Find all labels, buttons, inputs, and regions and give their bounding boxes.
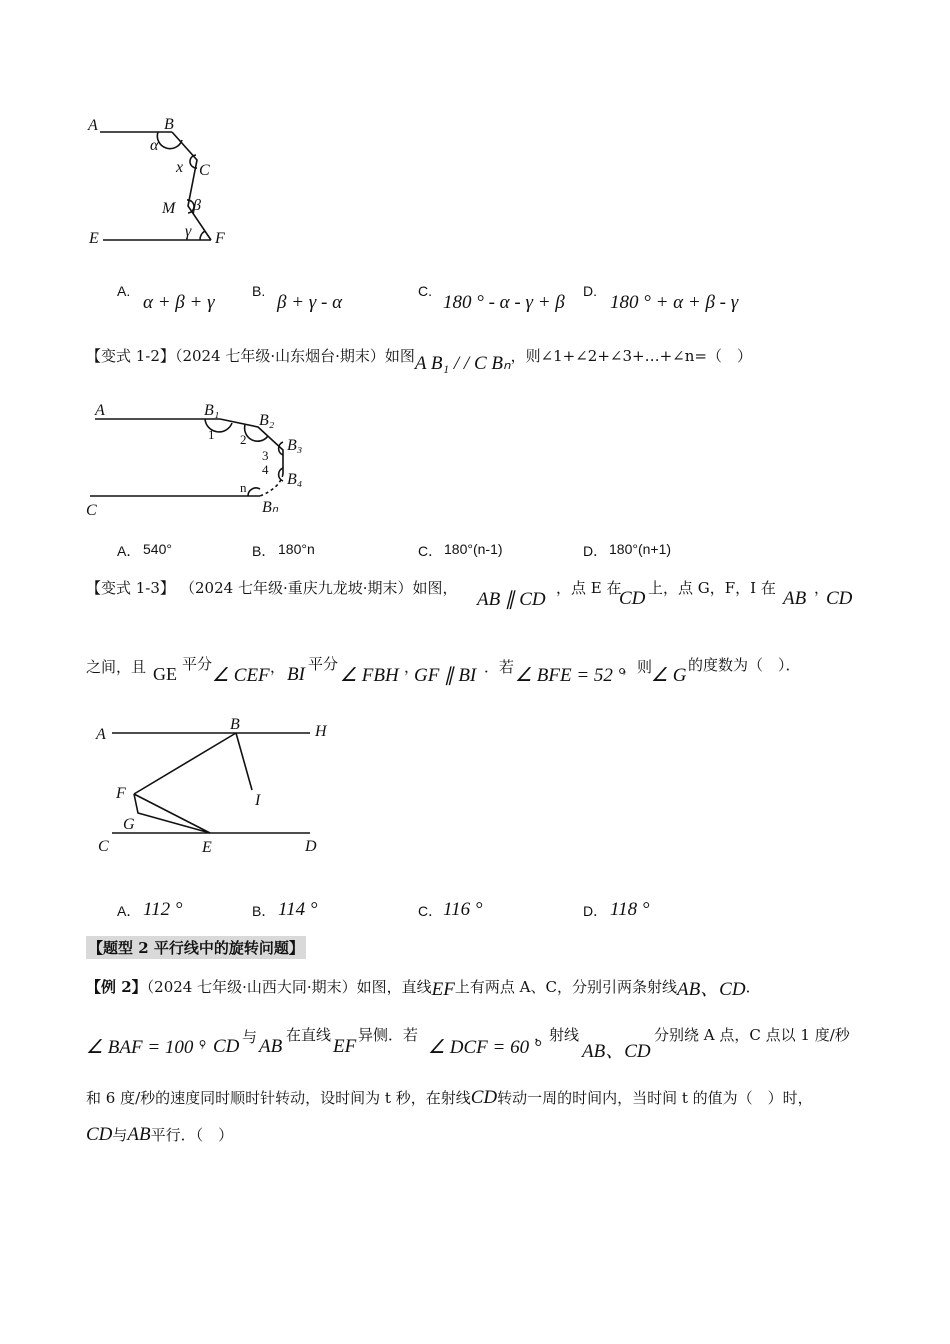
label-x: x [176, 159, 184, 176]
label-m: M [162, 200, 176, 217]
section-heading: 【题型 2 平行线中的旋转问题】 [86, 936, 306, 959]
option-a-value: α + β + γ [143, 292, 215, 313]
label-f: F [116, 785, 126, 802]
label-d: D [305, 838, 317, 855]
figure-polyline-parallel [80, 392, 320, 522]
label-alpha: α [150, 137, 159, 154]
figure-zigzag-parallel [80, 110, 250, 255]
option-d-key[interactable]: D． [583, 543, 608, 559]
label-a: A [96, 726, 106, 743]
label-e: E [202, 839, 212, 856]
label-e: E [89, 230, 99, 247]
figure-bisector [90, 712, 340, 862]
option-d-value: 180 ° + α + β - γ [610, 292, 739, 313]
label-b1: B₁ [204, 402, 220, 419]
document-page: A B C M E F α x β γ A. α + β + γ B. β + γ - α C. 180 ° - α - γ + β D. 180 ° + α + β - γ 【变式 1-2】（2024 七年级·山东烟台·期末）如图A B₁ / / C Bₙ，则∠1+∠2+∠3+…+∠n=（ ） A B₁ B₂ B₃ B₄ Bₙ C 1 2 3 4 n A． 540° B． 180°n C． 180°(n-1) D． 180°(n+1) 【变式 1-3】 （2024 七年级·重庆九龙坡·期末）如图， AB ∥ CD ，点 E 在 CD 上，点 G，F，I 在 AB ， CD 之间，且 GE 平分 ∠ CEF ， BI 平分 ∠ FBH ， GF ∥ BI ．若 ∠ BFE = 52 ° ，则 ∠ G 的度数为（ ）． A B H F I G C E D A． 112 ° B． 114 ° C． 116 ° D． 118 ° 【题型 2 平行线中的旋转问题】 【例 2】（2024 七年级·山西大同·期末）如图，直线EF上有两点 A、C，分别引两条射线AB、CD． ∠ BAF = 100 ° ， CD 与 AB 在直线 EF 异侧．若 ∠ DCF = 60 ° ，射线 AB、CD 分别绕 A 点，C 点以 1 度/秒 和 6 度/秒的速度同时顺时针转动，设时间为 t 秒，在射线CD转动一周的时间内，当时间 t 的值为（ ）时， CD与AB平行．（ ） [0, 0, 950, 1344]
label-c: C [98, 838, 109, 855]
option-b-key[interactable]: B． [252, 903, 276, 919]
angle-4: 4 [262, 462, 269, 477]
angle-2: 2 [240, 432, 247, 447]
label-f: F [215, 230, 225, 247]
option-c-key[interactable]: C. [418, 283, 432, 299]
option-a-key[interactable]: A． [117, 903, 141, 919]
option-d-key[interactable]: D． [583, 903, 608, 919]
angle-1: 1 [208, 427, 215, 442]
label-b: B [164, 116, 174, 133]
angle-n: n [240, 480, 247, 495]
label-b: B [230, 716, 240, 733]
label-gamma: γ [185, 223, 192, 240]
option-a-key[interactable]: A. [117, 283, 131, 299]
label-b4: B₄ [287, 471, 303, 488]
label-beta: β [193, 197, 201, 214]
label-i: I [255, 792, 261, 809]
option-c-value: 180 ° - α - γ + β [443, 292, 565, 313]
option-a-key[interactable]: A． [117, 543, 141, 559]
label-a: A [88, 117, 98, 134]
label-g: G [123, 816, 135, 833]
option-b-value: β + γ - α [277, 292, 343, 313]
label-c: C [86, 502, 97, 519]
angle-3: 3 [262, 448, 269, 463]
option-b-key[interactable]: B． [252, 543, 276, 559]
label-b3: B₃ [287, 437, 303, 454]
option-c-key[interactable]: C． [418, 903, 443, 919]
option-d-key[interactable]: D. [583, 283, 597, 299]
option-c-key[interactable]: C． [418, 543, 443, 559]
label-a: A [95, 402, 105, 419]
label-b2: B₂ [259, 412, 275, 429]
label-c: C [199, 162, 210, 179]
label-bn: Bₙ [262, 499, 279, 516]
q12-stem: 【变式 1-2】（2024 七年级·山东烟台·期末）如图A B₁ / / C Bₙ，则∠1+∠2+∠3+…+∠n=（ ） [86, 347, 752, 374]
option-b-key[interactable]: B. [252, 283, 266, 299]
label-h: H [315, 723, 327, 740]
